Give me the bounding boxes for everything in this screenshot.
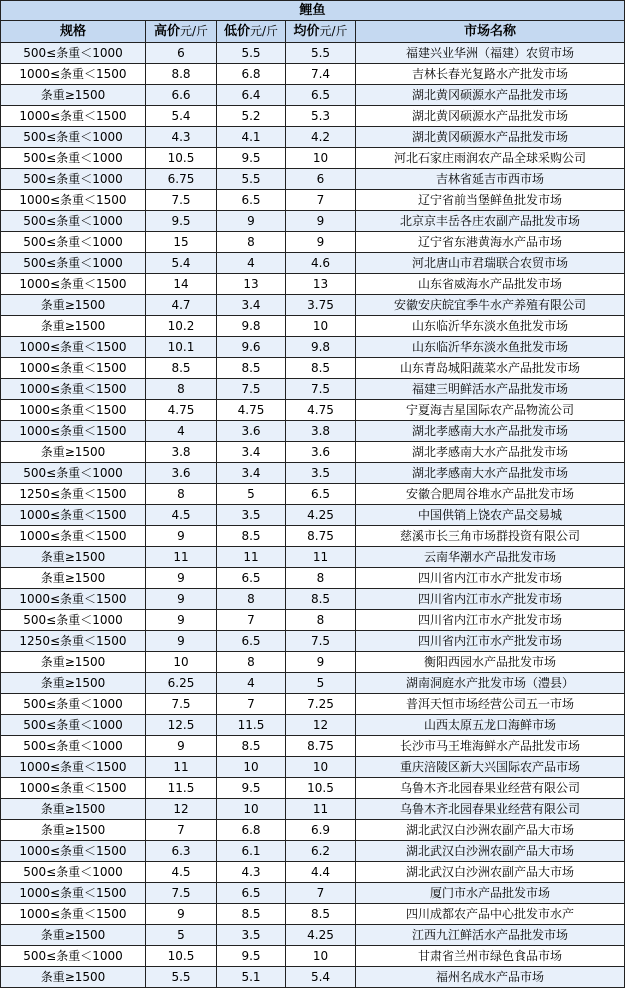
cell-high: 5: [146, 925, 217, 946]
cell-high: 10: [146, 652, 217, 673]
table-row: [1, 442, 625, 463]
table-row: [1, 463, 625, 484]
cell-avg: 9.8: [286, 337, 356, 358]
cell-avg: 8.75: [286, 526, 356, 547]
cell-low: 5.5: [217, 43, 286, 64]
cell-market: 福州名成水产品市场: [356, 967, 625, 988]
table-row: [1, 925, 625, 946]
cell-market: 湖北黄冈硕源水产品批发市场: [356, 106, 625, 127]
table-row: [1, 757, 625, 778]
cell-high: 7.5: [146, 883, 217, 904]
cell-low: 6.5: [217, 190, 286, 211]
cell-avg: 7.5: [286, 631, 356, 652]
table-row: [1, 379, 625, 400]
table-body: [1, 43, 625, 988]
cell-market: 吉林省延吉市西市场: [356, 169, 625, 190]
title-row: [1, 1, 625, 21]
cell-avg: 7.4: [286, 64, 356, 85]
cell-market: 山东临沂华东淡水鱼批发市场: [356, 337, 625, 358]
cell-low: 8: [217, 652, 286, 673]
cell-low: 9.5: [217, 148, 286, 169]
cell-high: 10.2: [146, 316, 217, 337]
cell-low: 8.5: [217, 736, 286, 757]
cell-spec: 500≤条重＜1000: [1, 694, 146, 715]
header-row: [1, 21, 625, 43]
cell-market: 湖北黄冈硕源水产品批发市场: [356, 85, 625, 106]
cell-avg: 11: [286, 547, 356, 568]
cell-market: 江西九江鲜活水产品批发市场: [356, 925, 625, 946]
cell-low: 13: [217, 274, 286, 295]
cell-avg: 6.2: [286, 841, 356, 862]
cell-avg: 7.25: [286, 694, 356, 715]
header-high: [146, 21, 217, 43]
cell-low: 6.5: [217, 883, 286, 904]
cell-avg: 8.75: [286, 736, 356, 757]
cell-market: 厦门市水产品批发市场: [356, 883, 625, 904]
header-avg: [286, 21, 356, 43]
cell-low: 8: [217, 232, 286, 253]
table-row: [1, 862, 625, 883]
cell-market: 山西太原五龙口海鲜市场: [356, 715, 625, 736]
cell-market: 河北石家庄雨润农产品全球采购公司: [356, 148, 625, 169]
cell-spec: 条重≥1500: [1, 820, 146, 841]
cell-market: 吉林长春光复路水产批发市场: [356, 64, 625, 85]
cell-market: 湖北孝感南大水产品批发市场: [356, 421, 625, 442]
cell-avg: 3.8: [286, 421, 356, 442]
table-row: [1, 589, 625, 610]
cell-high: 11: [146, 757, 217, 778]
cell-market: 宁夏海吉星国际农产品物流公司: [356, 400, 625, 421]
cell-avg: 11: [286, 799, 356, 820]
cell-low: 6.5: [217, 631, 286, 652]
table-row: [1, 106, 625, 127]
cell-avg: 10: [286, 148, 356, 169]
cell-high: 6.25: [146, 673, 217, 694]
table-row: [1, 883, 625, 904]
cell-market: 乌鲁木齐北园春果业经营有限公司: [356, 778, 625, 799]
table-row: [1, 253, 625, 274]
cell-spec: 500≤条重＜1000: [1, 946, 146, 967]
cell-spec: 500≤条重＜1000: [1, 736, 146, 757]
cell-avg: 3.75: [286, 295, 356, 316]
cell-high: 7.5: [146, 190, 217, 211]
header-high-unit: 元/斤: [179, 24, 209, 38]
cell-high: 4.75: [146, 400, 217, 421]
cell-spec: 500≤条重＜1000: [1, 715, 146, 736]
cell-high: 12: [146, 799, 217, 820]
table-row: [1, 358, 625, 379]
cell-avg: 7: [286, 190, 356, 211]
cell-market: 乌鲁木齐北园春果业经营有限公司: [356, 799, 625, 820]
cell-market: 云南华潮水产品批发市场: [356, 547, 625, 568]
cell-avg: 4.75: [286, 400, 356, 421]
cell-low: 3.5: [217, 505, 286, 526]
cell-market: 福建三明鲜活水产品批发市场: [356, 379, 625, 400]
table-row: [1, 715, 625, 736]
cell-high: 6: [146, 43, 217, 64]
cell-spec: 1000≤条重＜1500: [1, 379, 146, 400]
table-row: [1, 127, 625, 148]
table-row: [1, 190, 625, 211]
cell-high: 6.3: [146, 841, 217, 862]
cell-spec: 1250≤条重＜1500: [1, 484, 146, 505]
table-row: [1, 631, 625, 652]
cell-market: 长沙市马王堆海鲜水产品批发市场: [356, 736, 625, 757]
cell-market: 四川成都农产品中心批发市水产: [356, 904, 625, 925]
table-row: [1, 820, 625, 841]
table-row: [1, 169, 625, 190]
cell-high: 12.5: [146, 715, 217, 736]
cell-market: 甘肃省兰州市绿色食品市场: [356, 946, 625, 967]
table-row: [1, 694, 625, 715]
cell-market: 安徽安庆皖宜季牛水产养殖有限公司: [356, 295, 625, 316]
cell-high: 7.5: [146, 694, 217, 715]
cell-spec: 1000≤条重＜1500: [1, 589, 146, 610]
cell-avg: 10: [286, 946, 356, 967]
cell-high: 5.5: [146, 967, 217, 988]
cell-low: 8: [217, 589, 286, 610]
cell-low: 3.4: [217, 295, 286, 316]
cell-low: 7: [217, 694, 286, 715]
cell-market: 福建兴业华洲（福建）农贸市场: [356, 43, 625, 64]
cell-high: 9: [146, 610, 217, 631]
cell-avg: 5.3: [286, 106, 356, 127]
cell-spec: 500≤条重＜1000: [1, 862, 146, 883]
cell-low: 3.4: [217, 463, 286, 484]
cell-low: 5.2: [217, 106, 286, 127]
cell-low: 5.1: [217, 967, 286, 988]
cell-avg: 4.25: [286, 925, 356, 946]
cell-spec: 条重≥1500: [1, 652, 146, 673]
cell-market: 湖北孝感南大水产品批发市场: [356, 442, 625, 463]
cell-high: 4.3: [146, 127, 217, 148]
cell-spec: 1250≤条重＜1500: [1, 631, 146, 652]
cell-spec: 1000≤条重＜1500: [1, 190, 146, 211]
cell-low: 11.5: [217, 715, 286, 736]
header-spec: 规格: [1, 21, 146, 43]
table-row: [1, 778, 625, 799]
cell-avg: 3.6: [286, 442, 356, 463]
cell-spec: 500≤条重＜1000: [1, 127, 146, 148]
cell-low: 4: [217, 673, 286, 694]
cell-avg: 13: [286, 274, 356, 295]
cell-low: 6.1: [217, 841, 286, 862]
cell-market: 衡阳西园水产品批发市场: [356, 652, 625, 673]
cell-high: 11: [146, 547, 217, 568]
cell-market: 安徽合肥周谷堆水产品批发市场: [356, 484, 625, 505]
cell-high: 6.6: [146, 85, 217, 106]
header-low: [217, 21, 286, 43]
table-row: [1, 232, 625, 253]
cell-high: 4.5: [146, 862, 217, 883]
cell-avg: 4.4: [286, 862, 356, 883]
table-row: [1, 64, 625, 85]
cell-high: 8.5: [146, 358, 217, 379]
cell-avg: 7: [286, 883, 356, 904]
cell-market: 山东青岛城阳蔬菜水产品批发市场: [356, 358, 625, 379]
cell-spec: 500≤条重＜1000: [1, 148, 146, 169]
table-row: [1, 337, 625, 358]
cell-low: 5: [217, 484, 286, 505]
cell-avg: 5.5: [286, 43, 356, 64]
table-row: [1, 904, 625, 925]
cell-spec: 500≤条重＜1000: [1, 232, 146, 253]
cell-market: 辽宁省东港黄海水产品市场: [356, 232, 625, 253]
cell-low: 9: [217, 211, 286, 232]
cell-market: 湖北武汉白沙洲农副产品大市场: [356, 841, 625, 862]
table-row: [1, 547, 625, 568]
cell-low: 10: [217, 757, 286, 778]
cell-high: 10.1: [146, 337, 217, 358]
cell-market: 河北唐山市君瑞联合农贸市场: [356, 253, 625, 274]
cell-avg: 10: [286, 316, 356, 337]
cell-avg: 3.5: [286, 463, 356, 484]
cell-high: 9: [146, 526, 217, 547]
cell-avg: 4.2: [286, 127, 356, 148]
cell-high: 10.5: [146, 946, 217, 967]
cell-spec: 500≤条重＜1000: [1, 253, 146, 274]
cell-low: 3.4: [217, 442, 286, 463]
cell-market: 辽宁省前当堡鲜鱼批发市场: [356, 190, 625, 211]
cell-high: 3.6: [146, 463, 217, 484]
cell-avg: 10.5: [286, 778, 356, 799]
cell-avg: 12: [286, 715, 356, 736]
cell-spec: 1000≤条重＜1500: [1, 358, 146, 379]
cell-low: 7.5: [217, 379, 286, 400]
table-row: [1, 316, 625, 337]
table-row: [1, 505, 625, 526]
cell-spec: 条重≥1500: [1, 568, 146, 589]
cell-avg: 8.5: [286, 589, 356, 610]
header-low-label: 低价: [223, 24, 250, 39]
cell-low: 4.75: [217, 400, 286, 421]
cell-high: 8: [146, 379, 217, 400]
table-title: 鲤鱼: [1, 1, 625, 21]
cell-spec: 1000≤条重＜1500: [1, 400, 146, 421]
cell-market: 湖北黄冈硕源水产品批发市场: [356, 127, 625, 148]
cell-high: 4.5: [146, 505, 217, 526]
cell-high: 9: [146, 589, 217, 610]
cell-low: 6.8: [217, 820, 286, 841]
cell-spec: 1000≤条重＜1500: [1, 883, 146, 904]
cell-high: 5.4: [146, 106, 217, 127]
cell-market: 四川省内江市水产批发市场: [356, 568, 625, 589]
cell-market: 普洱天恒市场经营公司五一市场: [356, 694, 625, 715]
cell-low: 4: [217, 253, 286, 274]
cell-spec: 1000≤条重＜1500: [1, 106, 146, 127]
table-row: [1, 484, 625, 505]
cell-spec: 1000≤条重＜1500: [1, 526, 146, 547]
cell-low: 8.5: [217, 904, 286, 925]
cell-high: 15: [146, 232, 217, 253]
cell-low: 8.5: [217, 358, 286, 379]
cell-market: 山东省威海水产品批发市场: [356, 274, 625, 295]
cell-high: 11.5: [146, 778, 217, 799]
cell-high: 9: [146, 631, 217, 652]
cell-market: 湖北武汉白沙洲农副产品大市场: [356, 862, 625, 883]
table-row: [1, 946, 625, 967]
cell-spec: 1000≤条重＜1500: [1, 274, 146, 295]
cell-high: 8.8: [146, 64, 217, 85]
cell-spec: 1000≤条重＜1500: [1, 904, 146, 925]
cell-high: 14: [146, 274, 217, 295]
cell-spec: 1000≤条重＜1500: [1, 757, 146, 778]
cell-high: 5.4: [146, 253, 217, 274]
cell-avg: 8: [286, 568, 356, 589]
cell-spec: 条重≥1500: [1, 442, 146, 463]
cell-spec: 500≤条重＜1000: [1, 43, 146, 64]
cell-high: 10.5: [146, 148, 217, 169]
cell-low: 9.5: [217, 778, 286, 799]
cell-spec: 500≤条重＜1000: [1, 169, 146, 190]
cell-avg: 8.5: [286, 358, 356, 379]
cell-high: 3.8: [146, 442, 217, 463]
cell-market: 四川省内江市水产批发市场: [356, 631, 625, 652]
cell-low: 9.8: [217, 316, 286, 337]
table-row: [1, 526, 625, 547]
cell-avg: 5: [286, 673, 356, 694]
cell-avg: 9: [286, 211, 356, 232]
cell-avg: 10: [286, 757, 356, 778]
cell-low: 9.6: [217, 337, 286, 358]
cell-low: 4.1: [217, 127, 286, 148]
table-row: [1, 211, 625, 232]
cell-spec: 条重≥1500: [1, 673, 146, 694]
cell-high: 9: [146, 904, 217, 925]
cell-spec: 条重≥1500: [1, 85, 146, 106]
header-market: 市场名称: [356, 21, 625, 43]
cell-avg: 4.25: [286, 505, 356, 526]
cell-low: 10: [217, 799, 286, 820]
cell-high: 9: [146, 736, 217, 757]
cell-spec: 条重≥1500: [1, 799, 146, 820]
table-row: [1, 736, 625, 757]
cell-low: 6.5: [217, 568, 286, 589]
cell-market: 北京京丰岳各庄农副产品批发市场: [356, 211, 625, 232]
table-row: [1, 400, 625, 421]
cell-avg: 7.5: [286, 379, 356, 400]
cell-spec: 条重≥1500: [1, 295, 146, 316]
cell-high: 9.5: [146, 211, 217, 232]
cell-spec: 条重≥1500: [1, 967, 146, 988]
cell-high: 7: [146, 820, 217, 841]
cell-avg: 6.9: [286, 820, 356, 841]
cell-market: 重庆涪陵区新大兴国际农产品市场: [356, 757, 625, 778]
cell-low: 3.6: [217, 421, 286, 442]
cell-spec: 条重≥1500: [1, 316, 146, 337]
cell-low: 7: [217, 610, 286, 631]
cell-avg: 9: [286, 652, 356, 673]
cell-high: 6.75: [146, 169, 217, 190]
table-row: [1, 43, 625, 64]
table-row: [1, 799, 625, 820]
cell-low: 6.8: [217, 64, 286, 85]
cell-market: 四川省内江市水产批发市场: [356, 589, 625, 610]
cell-avg: 8: [286, 610, 356, 631]
table-row: [1, 652, 625, 673]
table-row: [1, 421, 625, 442]
cell-low: 11: [217, 547, 286, 568]
cell-spec: 500≤条重＜1000: [1, 610, 146, 631]
cell-low: 8.5: [217, 526, 286, 547]
table-row: [1, 85, 625, 106]
cell-spec: 1000≤条重＜1500: [1, 337, 146, 358]
cell-avg: 6: [286, 169, 356, 190]
cell-market: 山东临沂华东淡水鱼批发市场: [356, 316, 625, 337]
header-avg-unit: 元/斤: [319, 24, 348, 38]
cell-avg: 9: [286, 232, 356, 253]
cell-avg: 5.4: [286, 967, 356, 988]
cell-low: 9.5: [217, 946, 286, 967]
cell-spec: 条重≥1500: [1, 547, 146, 568]
cell-spec: 500≤条重＜1000: [1, 463, 146, 484]
cell-high: 9: [146, 568, 217, 589]
cell-high: 8: [146, 484, 217, 505]
cell-spec: 1000≤条重＜1500: [1, 505, 146, 526]
header-low-unit: 元/斤: [249, 24, 279, 38]
table-row: [1, 841, 625, 862]
cell-market: 湖南洞庭水产批发市场（澧县）: [356, 673, 625, 694]
table-row: [1, 568, 625, 589]
table-row: [1, 148, 625, 169]
cell-low: 6.4: [217, 85, 286, 106]
cell-avg: 6.5: [286, 85, 356, 106]
cell-market: 四川省内江市水产批发市场: [356, 610, 625, 631]
cell-low: 3.5: [217, 925, 286, 946]
cell-spec: 1000≤条重＜1500: [1, 841, 146, 862]
cell-avg: 4.6: [286, 253, 356, 274]
cell-spec: 500≤条重＜1000: [1, 211, 146, 232]
table-row: [1, 295, 625, 316]
cell-spec: 1000≤条重＜1500: [1, 64, 146, 85]
cell-low: 5.5: [217, 169, 286, 190]
cell-high: 4.7: [146, 295, 217, 316]
cell-avg: 6.5: [286, 484, 356, 505]
cell-market: 慈溪市长三角市场群投资有限公司: [356, 526, 625, 547]
table-row: [1, 673, 625, 694]
cell-low: 4.3: [217, 862, 286, 883]
cell-spec: 1000≤条重＜1500: [1, 421, 146, 442]
cell-market: 中国供销上饶农产品交易城: [356, 505, 625, 526]
cell-high: 4: [146, 421, 217, 442]
cell-spec: 条重≥1500: [1, 925, 146, 946]
cell-avg: 8.5: [286, 904, 356, 925]
cell-market: 湖北武汉白沙洲农副产品大市场: [356, 820, 625, 841]
cell-market: 湖北孝感南大水产品批发市场: [356, 463, 625, 484]
table-row: [1, 274, 625, 295]
header-high-label: 高价: [153, 24, 180, 39]
cell-spec: 1000≤条重＜1500: [1, 778, 146, 799]
table-row: [1, 610, 625, 631]
table-row: [1, 967, 625, 988]
header-avg-label: 均价: [293, 24, 320, 39]
